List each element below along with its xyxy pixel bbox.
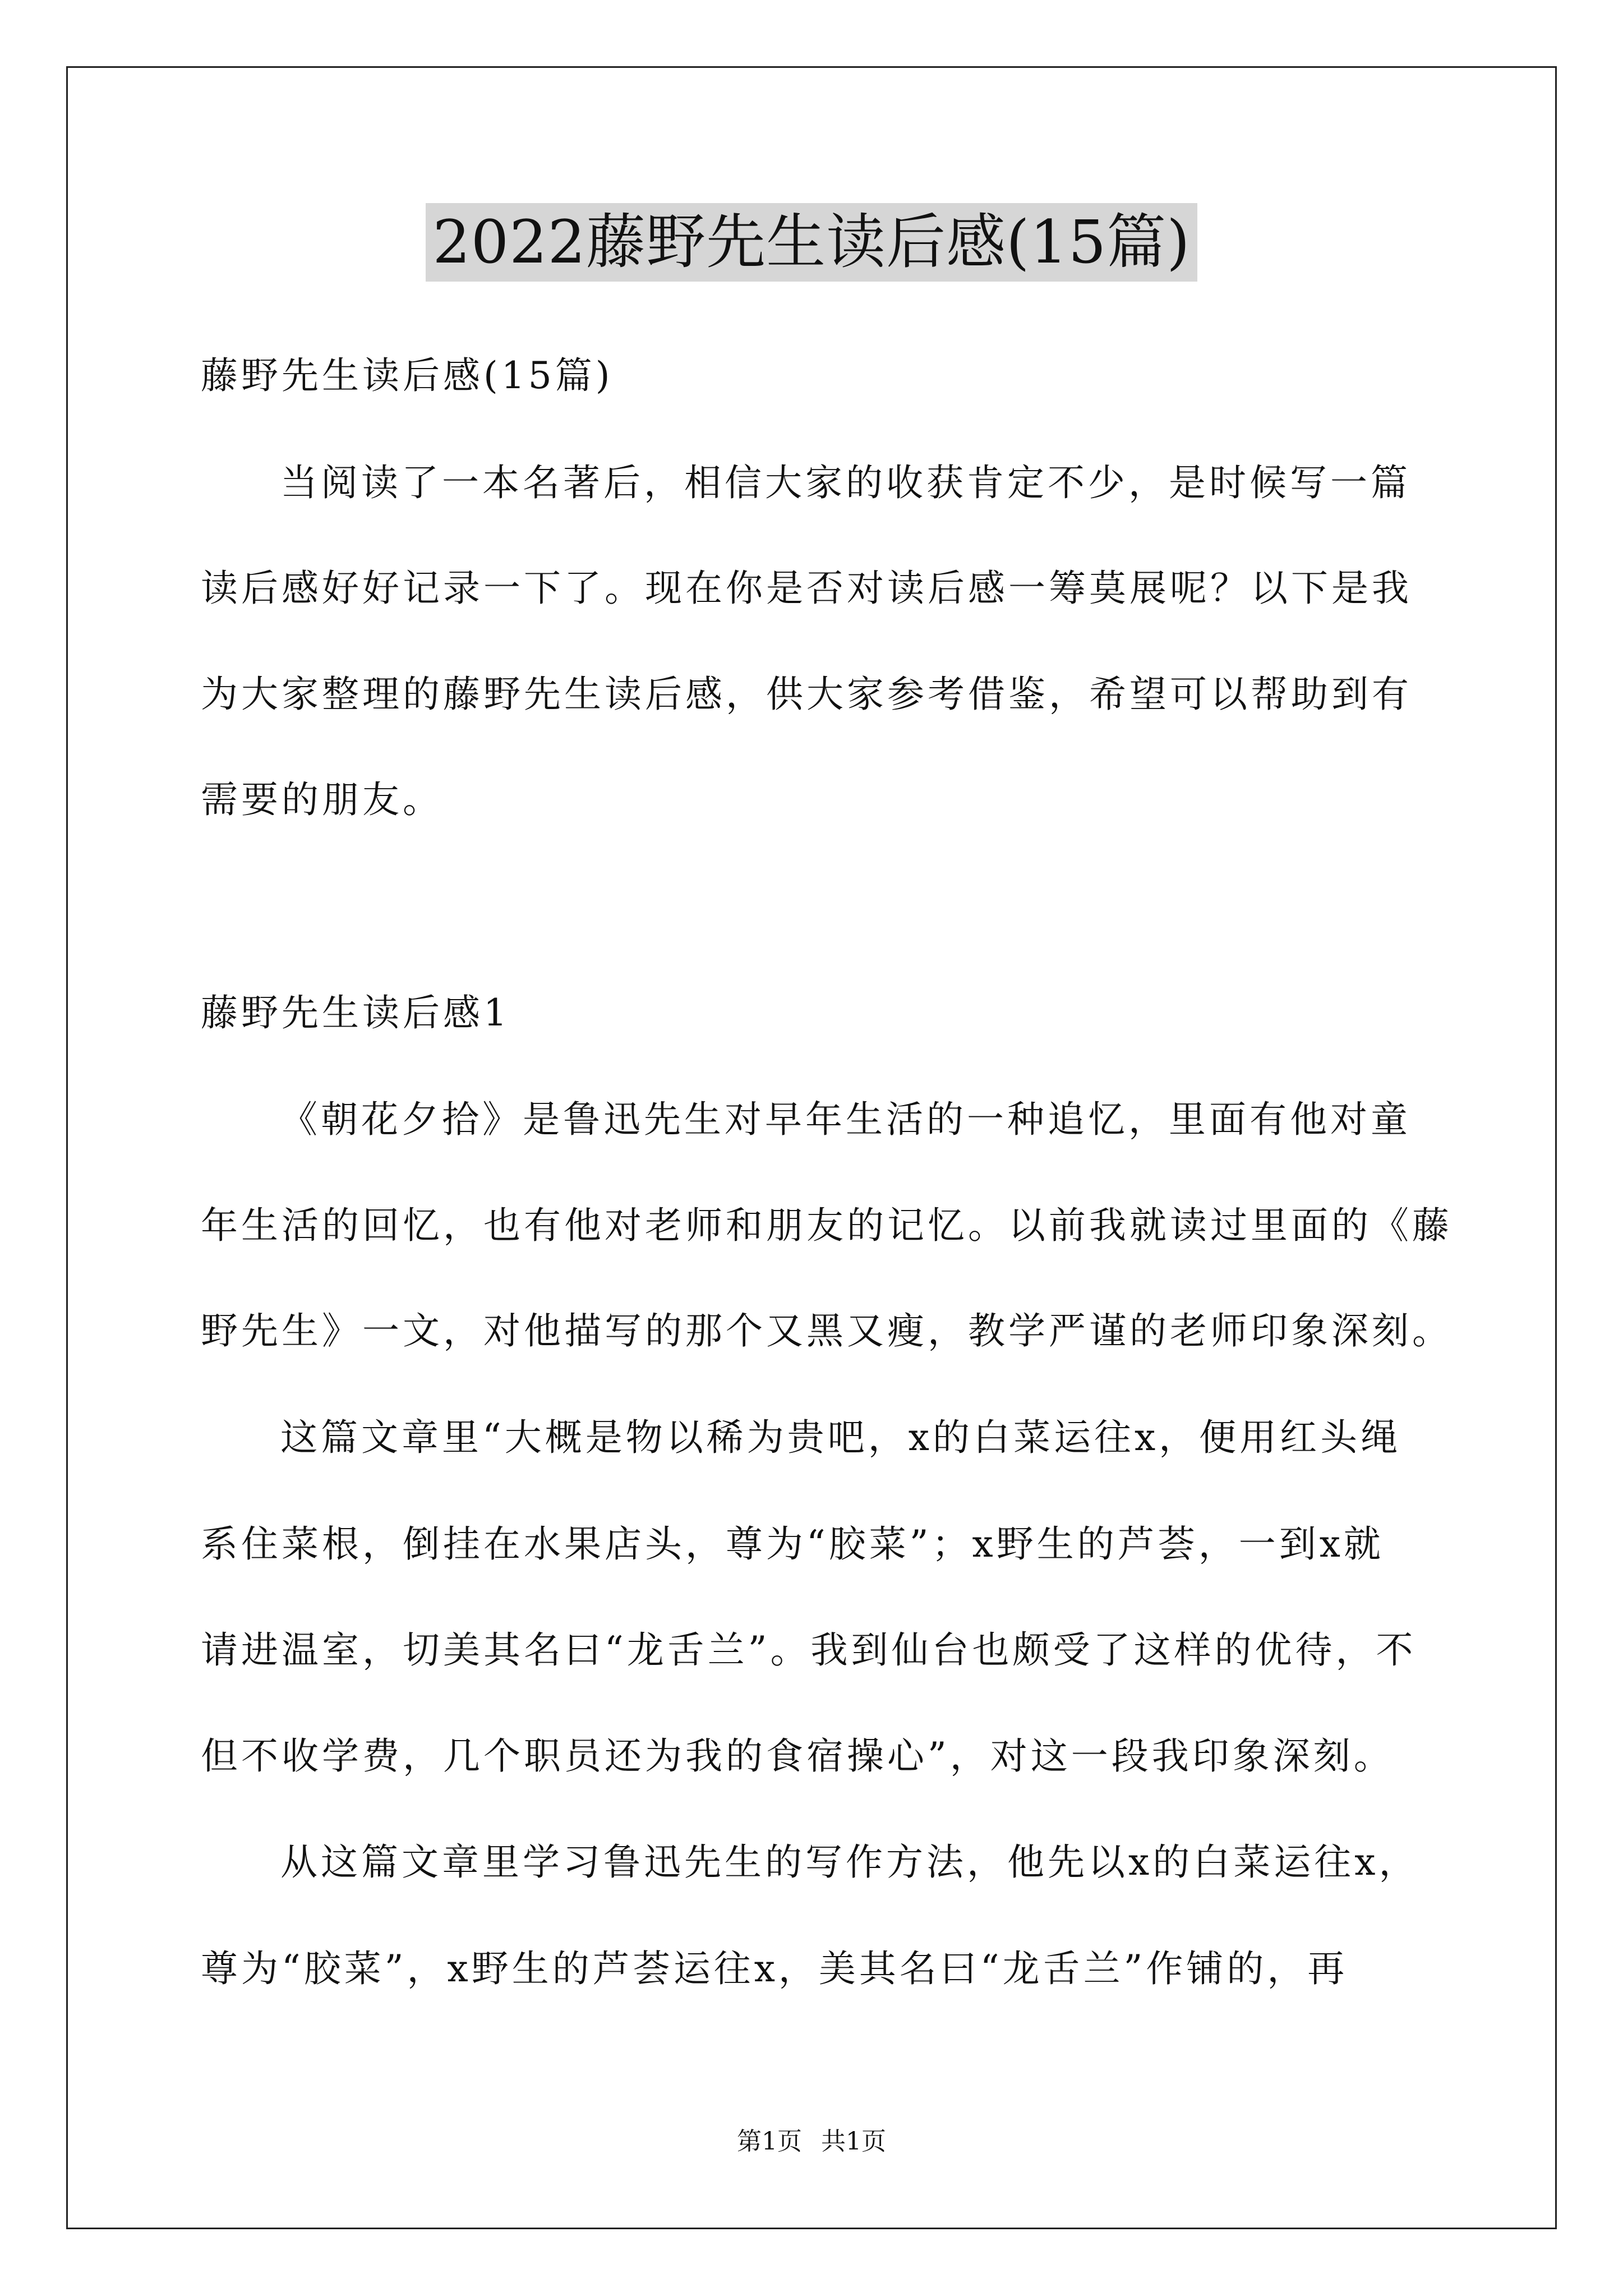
- intro-line: 读后感好好记录一下了。现在你是否对读后感一筹莫展呢？以下是我: [201, 567, 1412, 610]
- document-subtitle: 藤野先生读后感(15篇): [201, 354, 614, 397]
- section-heading: 藤野先生读后感1: [201, 991, 510, 1034]
- page-number: 第1页: [737, 2127, 802, 2156]
- body-line: 从这篇文章里学习鲁迅先生的写作方法，他先以x的白菜运往x，: [280, 1841, 1419, 1884]
- document-title: 2022藤野先生读后感(15篇): [426, 203, 1197, 282]
- body-line: 但不收学费，几个职员还为我的食宿操心”，对这一段我印象深刻。: [201, 1734, 1394, 1778]
- page-total: 共1页: [821, 2127, 886, 2156]
- page-footer: [0, 2125, 1623, 2159]
- intro-line: 当阅读了一本名著后，相信大家的收获肯定不少，是时候写一篇: [280, 461, 1411, 504]
- body-line: 《朝花夕拾》是鲁迅先生对早年生活的一种追忆，里面有他对童: [280, 1098, 1411, 1141]
- body-line: 尊为“胶菜”，x野生的芦荟运往x，美其名曰“龙舌兰”作铺的，再: [201, 1947, 1348, 1990]
- intro-line: 需要的朋友。: [201, 778, 443, 821]
- title-block: [0, 203, 1623, 282]
- intro-line: 为大家整理的藤野先生读后感，供大家参考借鉴，希望可以帮助到有: [201, 673, 1412, 716]
- body-line: 野先生》一文，对他描写的那个又黑又瘦，教学严谨的老师印象深刻。: [201, 1309, 1453, 1352]
- body-line: 这篇文章里“大概是物以稀为贵吧，x的白菜运往x，便用红头绳: [280, 1416, 1401, 1459]
- body-line: 年生活的回忆，也有他对老师和朋友的记忆。以前我就读过里面的《藤: [201, 1204, 1453, 1247]
- body-line: 请进温室，切美其名曰“龙舌兰”。我到仙台也颇受了这样的优待，不: [201, 1628, 1417, 1672]
- body-line: 系住菜根，倒挂在水果店头，尊为“胶菜”；x野生的芦荟，一到x就: [201, 1522, 1384, 1566]
